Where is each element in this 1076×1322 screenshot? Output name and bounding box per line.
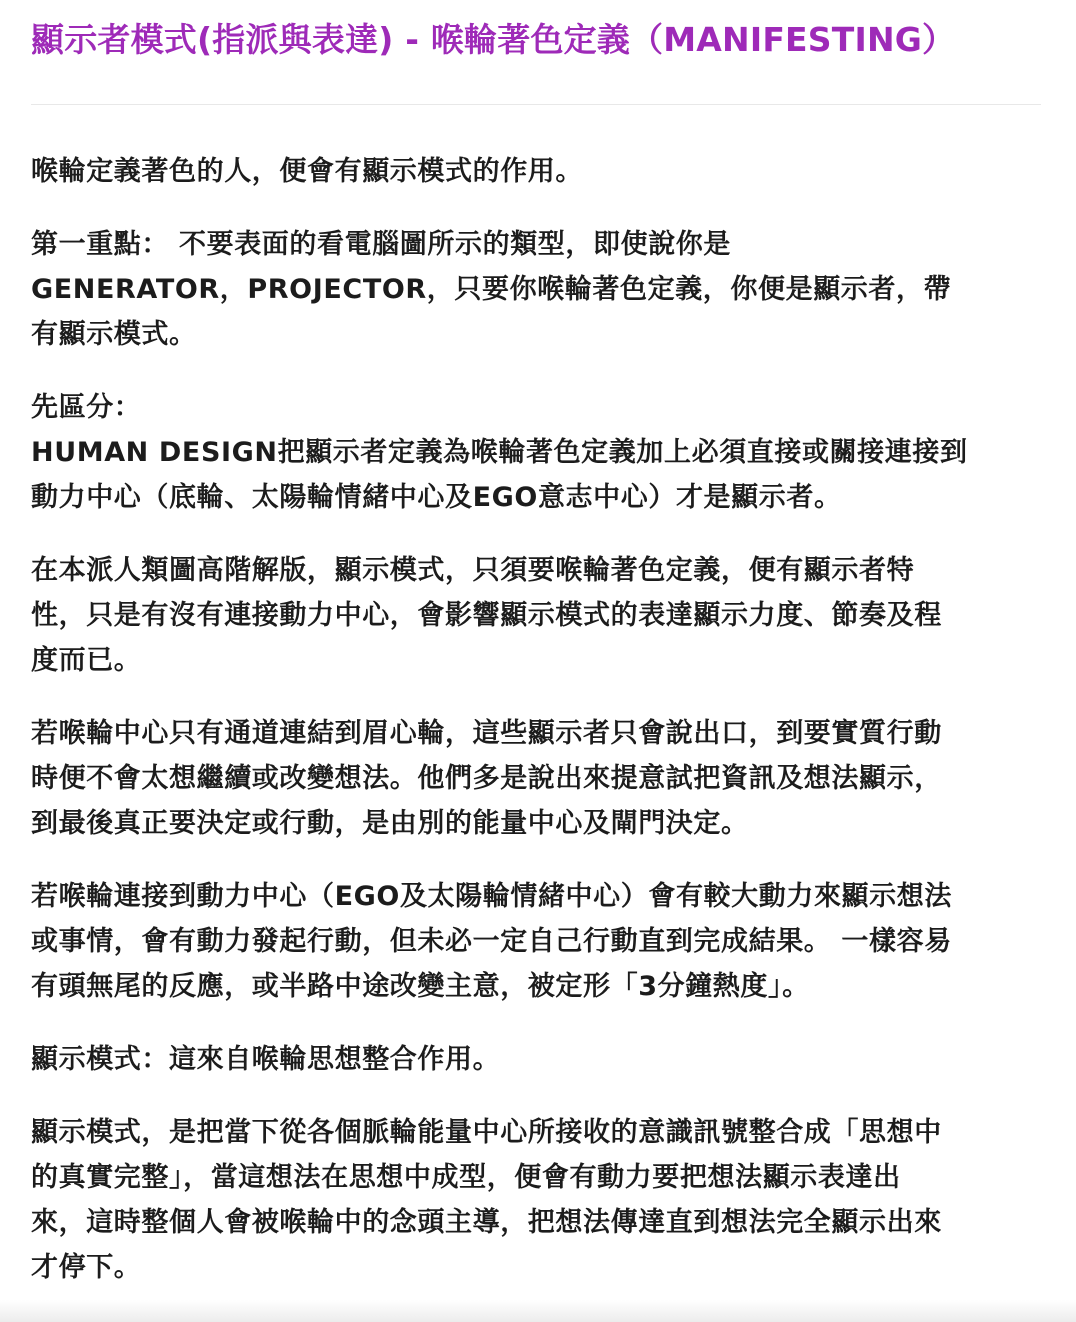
text-line: 到最後真正要決定或行動，是由別的能量中心及閘門決定。 xyxy=(31,808,749,839)
text-line: 顯示模式：這來自喉輪思想整合作用。 xyxy=(31,1044,501,1075)
text-line: HUMAN DESIGN把顯示者定義為喉輪著色定義加上必須直接或關接連接到 xyxy=(31,437,968,468)
text-line: 度而已。 xyxy=(31,645,142,676)
text-line: GENERATOR，PROJECTOR，只要你喉輪著色定義，你便是顯示者，帶 xyxy=(31,274,952,305)
text-line: 若喉輪連接到動力中心（EGO及太陽輪情緒中心）會有較大動力來顯示想法 xyxy=(31,881,952,912)
text-line: 時便不會太想繼續或改變想法。他們多是說出來提意試把資訊及想法顯示， xyxy=(31,763,942,794)
text-line: 喉輪定義著色的人，便會有顯示模式的作用。 xyxy=(31,156,583,187)
paragraph-1 xyxy=(31,149,1043,194)
text-line: 來，這時整個人會被喉輪中的念頭主導，把想法傳達直到想法完全顯示出來 xyxy=(31,1207,942,1238)
article xyxy=(31,0,1043,1318)
article-title: 顯示者模式(指派與表達) - 喉輪著色定義（MANIFESTING） xyxy=(31,20,956,59)
text-line: 顯示模式，是把當下從各個脈輪能量中心所接收的意識訊號整合成「思想中 xyxy=(31,1117,942,1148)
paragraph-6 xyxy=(31,874,1043,1009)
text-line: 動力中心（底輪、太陽輪情緒中心及EGO意志中心）才是顯示者。 xyxy=(31,482,842,513)
paragraph-7 xyxy=(31,1037,1043,1082)
paragraph-5 xyxy=(31,711,1043,846)
paragraph-2 xyxy=(31,222,1043,357)
text-line: 的真實完整」，當這想法在思想中成型，便會有動力要把想法顯示表達出 xyxy=(31,1162,901,1193)
text-line: 若喉輪中心只有通道連結到眉心輪，這些顯示者只會說出口，到要實質行動 xyxy=(31,718,942,749)
text-line: 第一重點： 不要表面的看電腦圖所示的類型，即使說你是 xyxy=(31,229,731,260)
text-line: 有顯示模式。 xyxy=(31,319,197,350)
paragraph-3 xyxy=(31,385,1043,520)
text-line: 先區分： xyxy=(31,392,142,423)
paragraph-8 xyxy=(31,1110,1043,1290)
text-line: 或事情，會有動力發起行動，但未必一定自己行動直到完成結果。 一樣容易 xyxy=(31,926,952,957)
bottom-fade xyxy=(0,1300,1076,1322)
title-divider xyxy=(31,104,1041,105)
paragraph-4 xyxy=(31,548,1043,683)
text-line: 在本派人類圖高階解版，顯示模式，只須要喉輪著色定義，便有顯示者特 xyxy=(31,555,915,586)
article-body xyxy=(31,149,1043,1290)
text-line: 才停下。 xyxy=(31,1252,142,1283)
text-line: 性，只是有沒有連接動力中心，會影響顯示模式的表達顯示力度、節奏及程 xyxy=(31,600,942,631)
text-line: 有頭無尾的反應，或半路中途改變主意，被定形「3分鐘熱度」。 xyxy=(31,971,810,1002)
